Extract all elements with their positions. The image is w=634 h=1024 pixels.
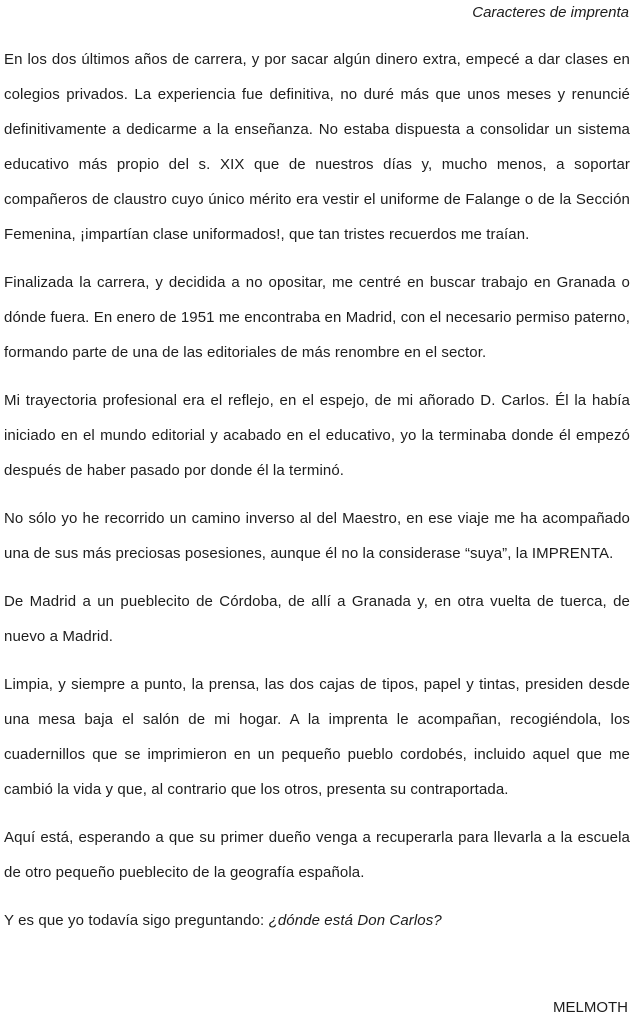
closing-prefix: Y es que yo todavía sigo preguntando: xyxy=(4,912,269,929)
page-header xyxy=(472,3,629,22)
author-signature: MELMOTH xyxy=(553,999,628,1016)
closing-question: ¿dónde está Don Carlos? xyxy=(268,912,442,929)
document-body xyxy=(4,42,630,951)
paragraph-imprenta: No sólo yo he recorrido un camino inverso al del Maestro, en ese viaje me ha acompañado una de sus más preciosas posesiones, aunque él no la considerase “suya”, la IMPRENTA. xyxy=(4,510,630,562)
paragraph-waiting: Aquí está, esperando a que su primer dueño venga a recuperarla para llevarla a la escuela de otro pequeño pueblecito de la geografía española. xyxy=(4,829,630,881)
paragraph-teaching: En los dos últimos años de carrera, y por sacar algún dinero extra, empecé a dar clases en colegios privados. La experiencia fue definitiva, no duré más que unos meses y renuncié definitivamente a dedicarme a la enseñanza. No estaba dispuesta a consolidar un sistema educativo más propio del s. XIX que de nuestros días y, mucho menos, a soportar compañeros de claustro cuyo único mérito era vestir el uniforme de Falange o de la Sección Femenina, ¡impartían clase uniformados!, que tan tristes recuerdos me traían. xyxy=(4,51,630,243)
page-footer xyxy=(553,999,628,1016)
paragraph-press-at-home: Limpia, y siempre a punto, la prensa, las dos cajas de tipos, papel y tintas, presiden desde una mesa baja el salón de mi hogar. A la imprenta le acompañan, recogiéndola, los cuadernillos que se imprimieron en un pequeño pueblo cordobés, incluido aquel que me cambió la vida y que, al contrario que los otros, presenta su contraportada. xyxy=(4,676,630,798)
paragraph-journey: De Madrid a un pueblecito de Córdoba, de allí a Granada y, en otra vuelta de tuerca, de nuevo a Madrid. xyxy=(4,593,630,645)
paragraph-madrid-1951: Finalizada la carrera, y decidida a no opositar, me centré en buscar trabajo en Granada o dónde fuera. En enero de 1951 me encontraba en Madrid, con el necesario permiso paterno, formando parte de una de las editoriales de más renombre en el sector. xyxy=(4,274,630,361)
paragraph-closing xyxy=(4,903,630,938)
header-title: Caracteres de imprenta xyxy=(472,4,629,21)
paragraph-trajectory: Mi trayectoria profesional era el reflejo, en el espejo, de mi añorado D. Carlos. Él la había iniciado en el mundo editorial y acabado en el educativo, yo la terminaba donde él empezó después de haber pasado por donde él la terminó. xyxy=(4,392,630,479)
